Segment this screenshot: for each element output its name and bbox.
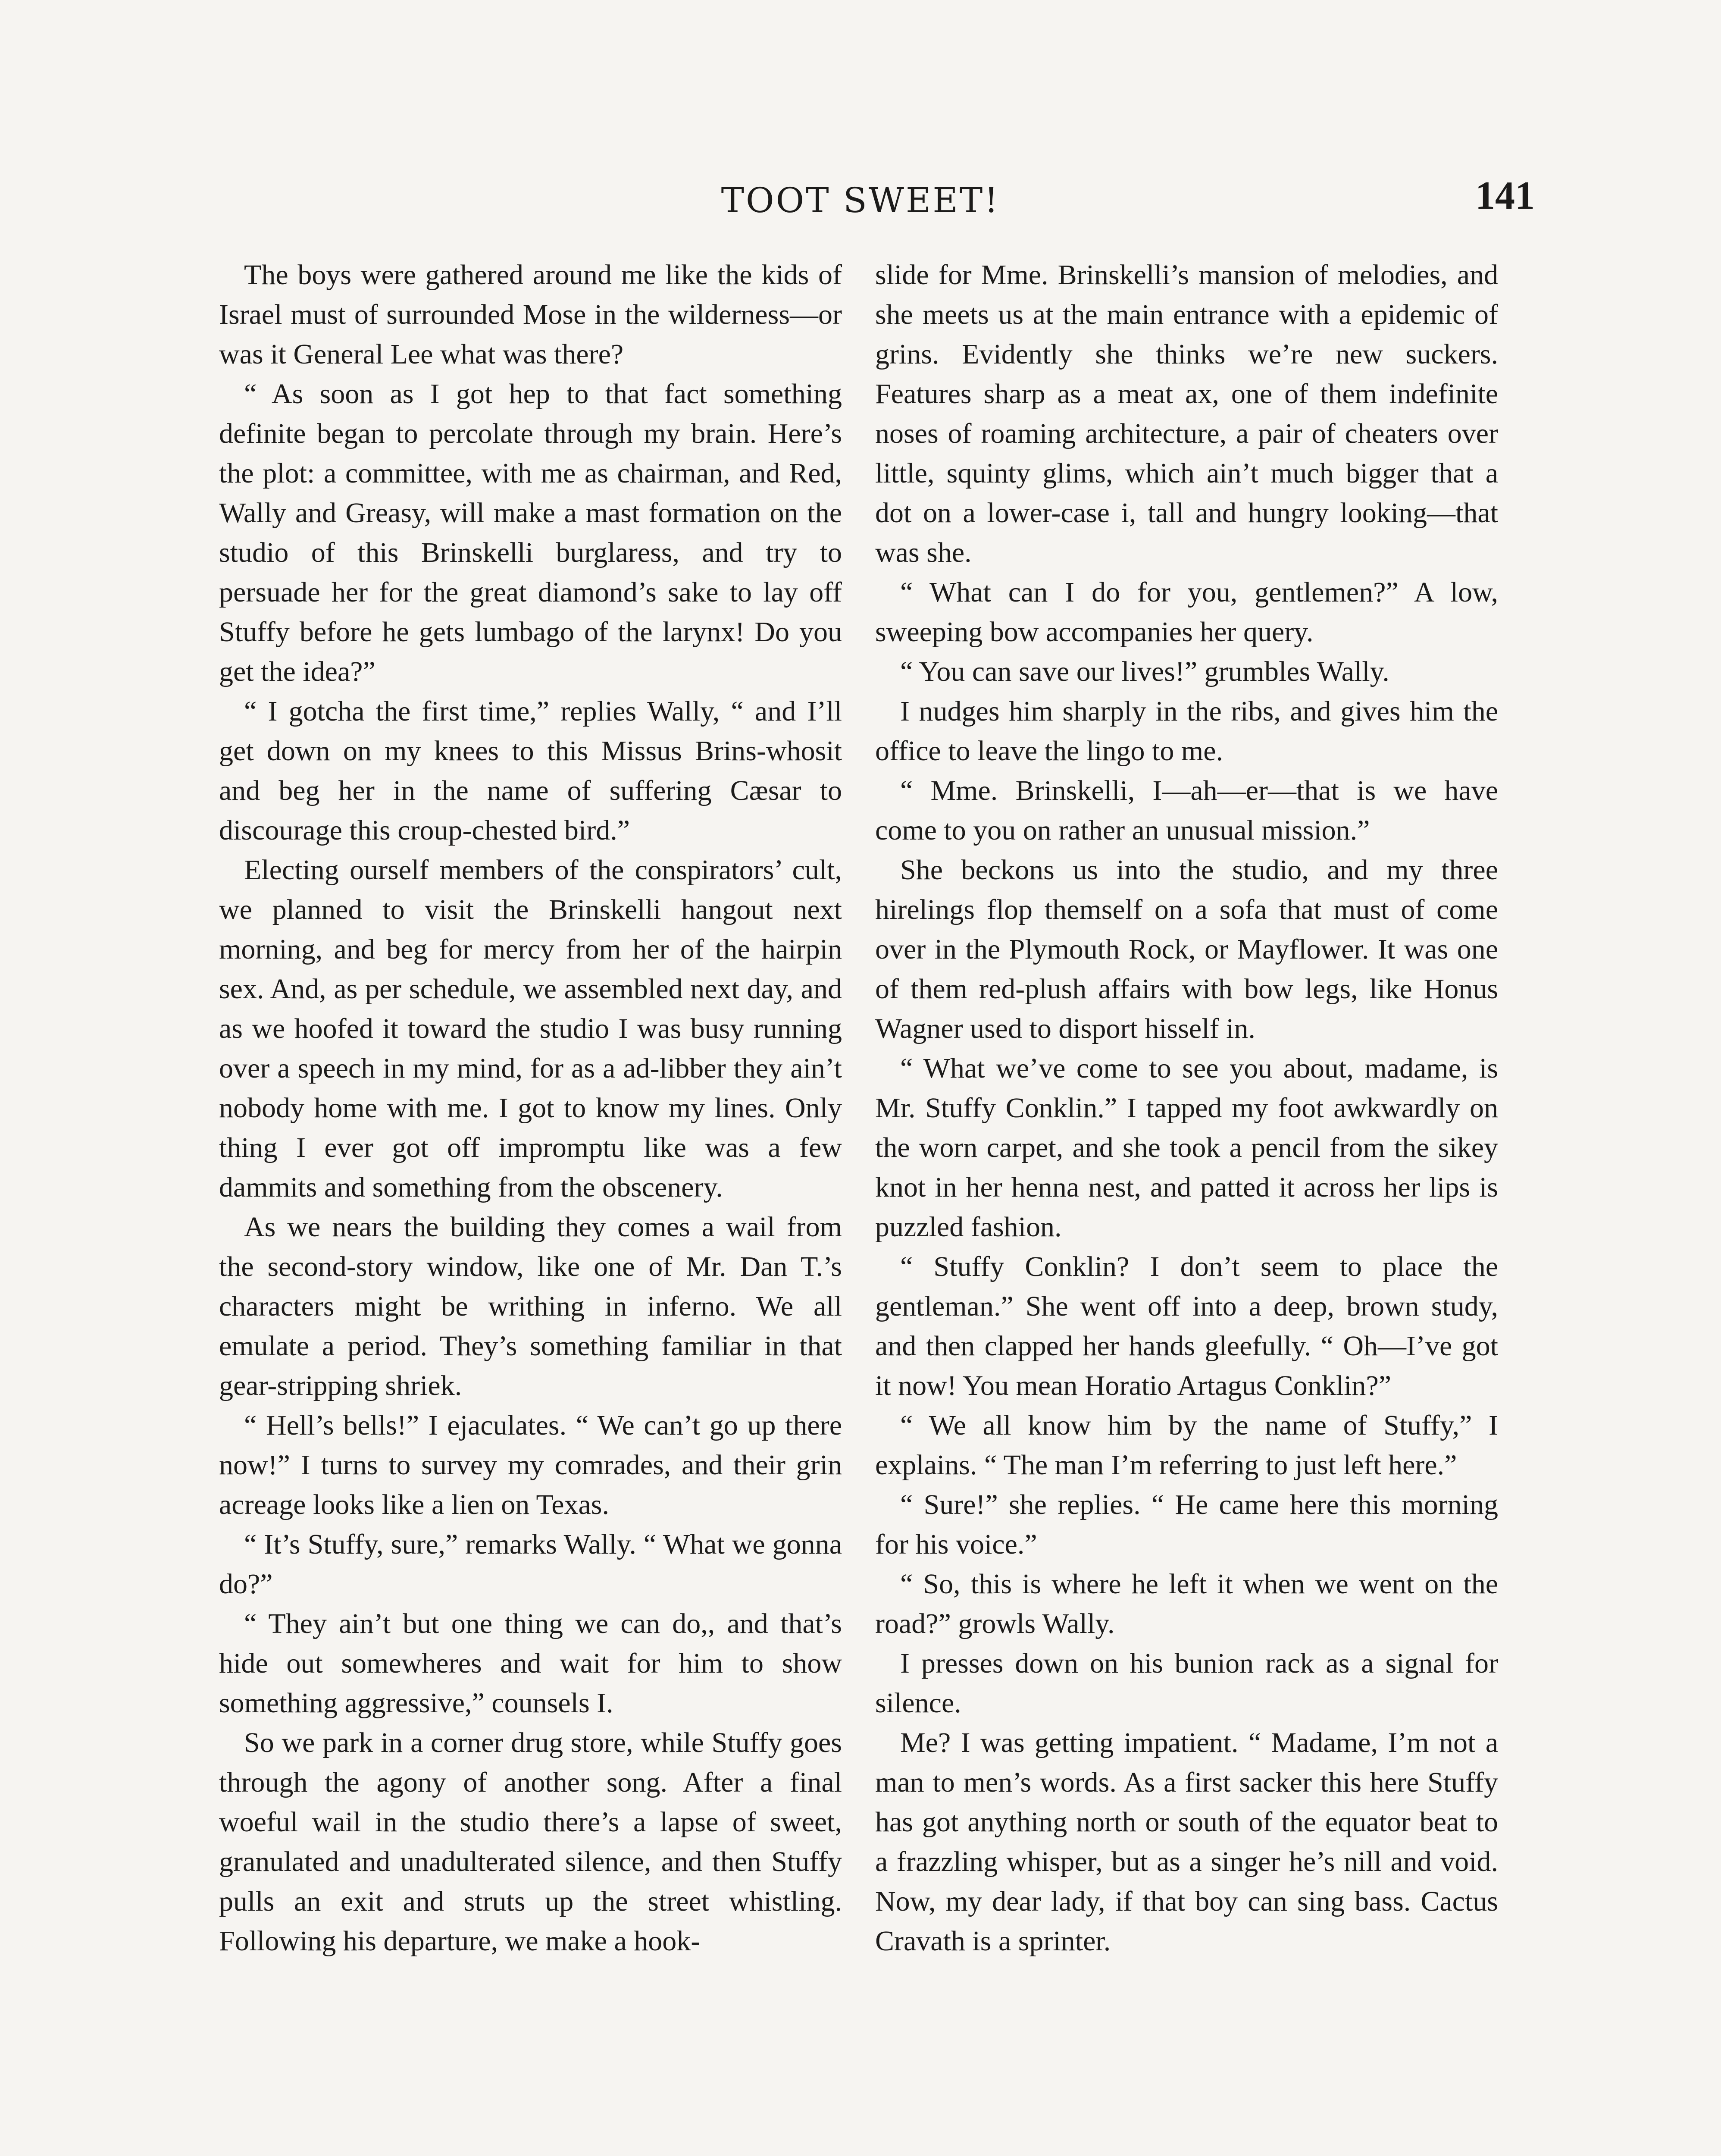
paragraph: I nudges him sharply in the ribs, and gives him the office to leave the lingo to me. xyxy=(875,696,1498,767)
paragraph: “ Mme. Brinskelli, I—ah—er—that is we have come to you on rather an unusual mission.” xyxy=(875,775,1498,846)
paragraph: As we nears the building they comes a wail from the second-story window, like one of Mr. Dan T.’s characters might be writhing in inferno. We all emulate a period. They’s something familiar in that gear-stripping shriek. xyxy=(219,1211,842,1401)
left-column xyxy=(219,255,842,1961)
page-number: 141 xyxy=(1475,173,1535,217)
paragraph: “ Sure!” she replies. “ He came here this morning for his voice.” xyxy=(875,1489,1498,1560)
paragraph: “ What can I do for you, gentlemen?” A low, sweeping bow accompanies her query. xyxy=(875,577,1498,648)
paragraph: “ What we’ve come to see you about, madame, is Mr. Stuffy Conklin.” I tapped my foot awkwardly on the worn carpet, and she took a pencil from the sikey knot in her henna nest, and patted it across her lips is puzzled fashion. xyxy=(875,1053,1498,1243)
paragraph: Me? I was getting impatient. “ Madame, I’m not a man to men’s words. As a first sacker this here Stuffy has got anything north or south of the equator beat to a frazzling whisper, but as a singer he’s nill and void. Now, my dear lady, if that boy can sing bass. Cactus Cravath is a sprinter. xyxy=(875,1727,1498,1957)
paragraph: I presses down on his bunion rack as a signal for silence. xyxy=(875,1648,1498,1719)
right-column xyxy=(875,255,1498,1961)
running-head xyxy=(0,172,1721,224)
paragraph: “ Hell’s bells!” I ejaculates. “ We can’t go up there now!” I turns to survey my comrades, and their grin acreage looks like a lien on Texas. xyxy=(219,1410,842,1520)
paragraph: Electing ourself members of the conspirators’ cult, we planned to visit the Brinskelli hangout next morning, and beg for mercy from her of the hairpin sex. And, as per schedule, we assembled next day, and as we hoofed it toward the studio I was busy running over a speech in my mind, for as a ad-libber they ain’t nobody home with me. I got to know my lines. Only thing I ever got off impromptu like was a few dammits and something from the obscenery. xyxy=(219,854,842,1203)
paragraph: She beckons us into the studio, and my three hirelings flop themself on a sofa that must of come over in the Plymouth Rock, or Mayflower. It was one of them red-plush affairs with bow legs, like Honus Wagner used to disport hisself in. xyxy=(875,854,1498,1044)
paragraph-continued: slide for Mme. Brinskelli’s mansion of melodies, and she meets us at the main entrance with a epidemic of grins. Evidently she thinks we’re new suckers. Features sharp as a meat ax, one of them indefinite noses of roaming architecture, a pair of cheaters over little, squinty glims, which ain’t much bigger that a dot on a lower-case i, tall and hungry looking—that was she. xyxy=(875,259,1498,568)
paragraph: “ They ain’t but one thing we can do,, and that’s hide out somewheres and wait for him to show something aggressive,” counsels I. xyxy=(219,1608,842,1719)
paragraph: “ So, this is where he left it when we went on the road?” growls Wally. xyxy=(875,1568,1498,1639)
paragraph: “ As soon as I got hep to that fact something definite began to percolate through my brain. Here’s the plot: a committee, with me as chairman, and Red, Wally and Greasy, will make a mast formation on the studio of this Brinskelli burglaress, and try to persuade her for the great diamond’s sake to lay off Stuffy before he gets lumbago of the larynx! Do you get the idea?” xyxy=(219,378,842,687)
paragraph: The boys were gathered around me like the kids of Israel must of surrounded Mose in the wilderness—or was it General Lee what was there? xyxy=(219,259,842,370)
paragraph: “ I gotcha the first time,” replies Wally, “ and I’ll get down on my knees to this Missus Brins-whosit and beg her in the name of suffering Cæsar to discourage this croup-chested bird.” xyxy=(219,696,842,846)
running-title: TOOT SWEET! xyxy=(721,180,1000,220)
paragraph: “ You can save our lives!” grumbles Wally. xyxy=(900,656,1389,687)
paragraph: So we park in a corner drug store, while Stuffy goes through the agony of another song. After a final woeful wail in the studio there’s a lapse of sweet, granulated and unadulterated silence, and then Stuffy pulls an exit and struts up the street whistling. Following his departure, we make a hook- xyxy=(219,1727,842,1957)
paragraph: “ It’s Stuffy, sure,” remarks Wally. “ What we gonna do?” xyxy=(219,1529,842,1600)
paragraph: “ We all know him by the name of Stuffy,” I explains. “ The man I’m referring to just left here.” xyxy=(875,1410,1498,1481)
paragraph: “ Stuffy Conklin? I don’t seem to place the gentleman.” She went off into a deep, brown study, and then clapped her hands gleefully. “ Oh—I’ve got it now! You mean Horatio Artagus Conklin?” xyxy=(875,1251,1498,1401)
